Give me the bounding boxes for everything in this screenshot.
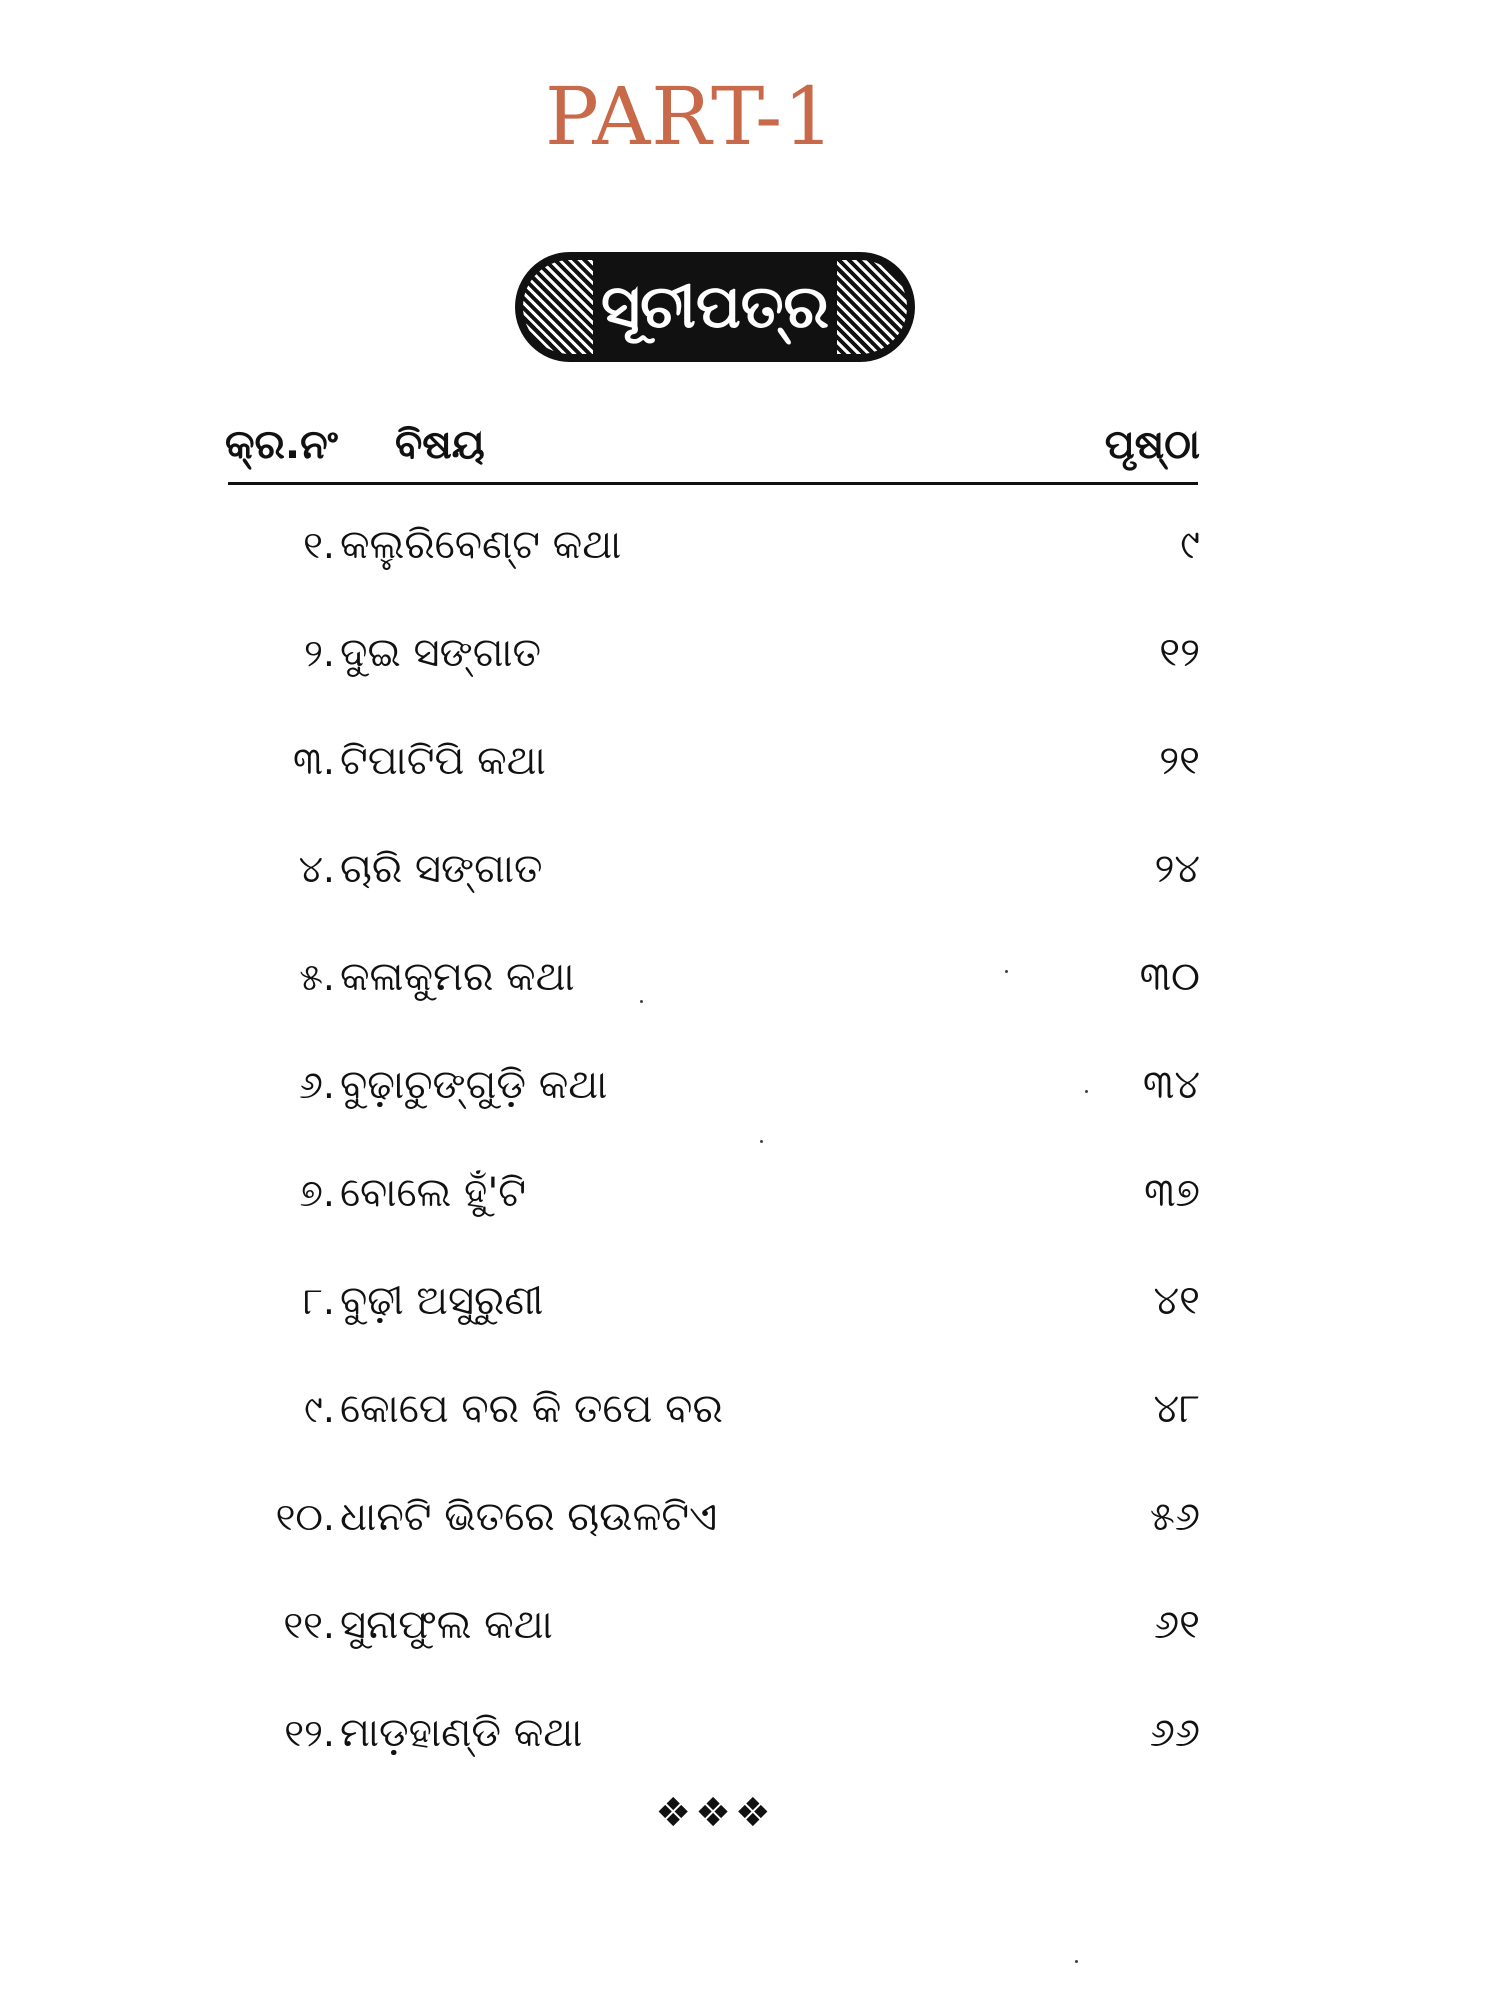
column-header-page: ପୃଷ୍ଠା	[1104, 422, 1200, 468]
scan-speck	[1075, 1960, 1078, 1963]
toc-heading-badge	[515, 252, 915, 362]
toc-entry	[0, 510, 1500, 618]
ornament-divider: ❖❖❖	[655, 1790, 775, 1836]
entry-title: ଚାରି ସଙ୍ଗାତ	[340, 846, 543, 892]
column-header-subject: ବିଷୟ	[395, 422, 485, 468]
entry-number: ୧୨.	[284, 1711, 335, 1755]
entry-title: ସୁନାଫୁଲ କଥା	[340, 1602, 553, 1648]
entry-number: ୧୧.	[283, 1603, 335, 1647]
toc-entry	[0, 1158, 1500, 1266]
entry-title: ବୋଲେ ହୁଁ'ଟି	[340, 1170, 527, 1216]
entry-title: କୋପେ ବର କି ତପେ ବର	[340, 1386, 723, 1432]
entry-page-number: ୬୬	[1149, 1710, 1200, 1756]
entry-number: ୭.	[299, 1171, 335, 1215]
toc-entry	[0, 1266, 1500, 1374]
entry-page-number: ୫୬	[1149, 1494, 1200, 1540]
entry-number: ୩.	[293, 739, 335, 783]
toc-entry	[0, 618, 1500, 726]
toc-heading: ସୂଚୀପତ୍ର	[601, 272, 829, 342]
entry-page-number: ୬୧	[1154, 1602, 1200, 1648]
scan-speck	[640, 1000, 643, 1003]
scan-speck	[760, 1140, 763, 1143]
entry-number: ୯.	[304, 1387, 335, 1431]
entry-page-number: ୪୧	[1153, 1278, 1200, 1324]
toc-entry	[0, 1050, 1500, 1158]
header-rule	[228, 482, 1198, 485]
entry-page-number: ୨୪	[1154, 846, 1200, 892]
hatch-decoration-right	[837, 260, 907, 354]
entry-page-number: ୪୮	[1153, 1386, 1200, 1432]
entry-title: କଲୁରିବେଣ୍ଟ କଥା	[340, 522, 622, 568]
part-title: PART-1	[544, 70, 836, 163]
scan-speck	[1005, 970, 1008, 973]
entry-title: ବୁଢ଼ାଚୁଙ୍ଗୁଡ଼ି କଥା	[340, 1062, 608, 1108]
entry-page-number: ୯	[1180, 522, 1200, 568]
entry-title: କଳାକୁମର କଥା	[340, 954, 575, 1000]
toc-list	[0, 510, 1500, 1806]
scan-speck	[1085, 1090, 1088, 1093]
entry-number: ୬.	[299, 1063, 335, 1107]
entry-number: ୧.	[303, 523, 335, 567]
toc-entry	[0, 942, 1500, 1050]
column-header-serial: କ୍ର.ନଂ	[225, 422, 338, 468]
toc-entry	[0, 1374, 1500, 1482]
entry-title: ମାଡ଼ହାଣ୍ଡି କଥା	[340, 1710, 583, 1756]
entry-number: ୨.	[303, 631, 335, 675]
entry-number: ୮.	[303, 1279, 335, 1323]
hatch-decoration-left	[523, 260, 593, 354]
entry-page-number: ୩୭	[1144, 1170, 1200, 1216]
entry-title: ଟିପାଟିପି କଥା	[340, 738, 546, 784]
entry-title: ଧାନଟି ଭିତରେ ଚାଉଳଟିଏ	[340, 1494, 718, 1540]
toc-entry	[0, 834, 1500, 942]
toc-entry	[0, 726, 1500, 834]
entry-number: ୫.	[299, 955, 335, 999]
toc-entry	[0, 1590, 1500, 1698]
entry-title: ଦୁଇ ସଙ୍ଗାତ	[340, 630, 542, 676]
entry-number: ୪.	[298, 847, 335, 891]
entry-page-number: ୨୧	[1159, 738, 1200, 784]
entry-title: ବୁଢ଼ୀ ଅସୁରୁଣୀ	[340, 1278, 544, 1324]
entry-page-number: ୩୪	[1142, 1062, 1200, 1108]
toc-entry	[0, 1482, 1500, 1590]
entry-page-number: ୩୦	[1139, 954, 1200, 1000]
entry-number: ୧୦.	[275, 1495, 335, 1539]
entry-page-number: ୧୨	[1159, 630, 1200, 676]
